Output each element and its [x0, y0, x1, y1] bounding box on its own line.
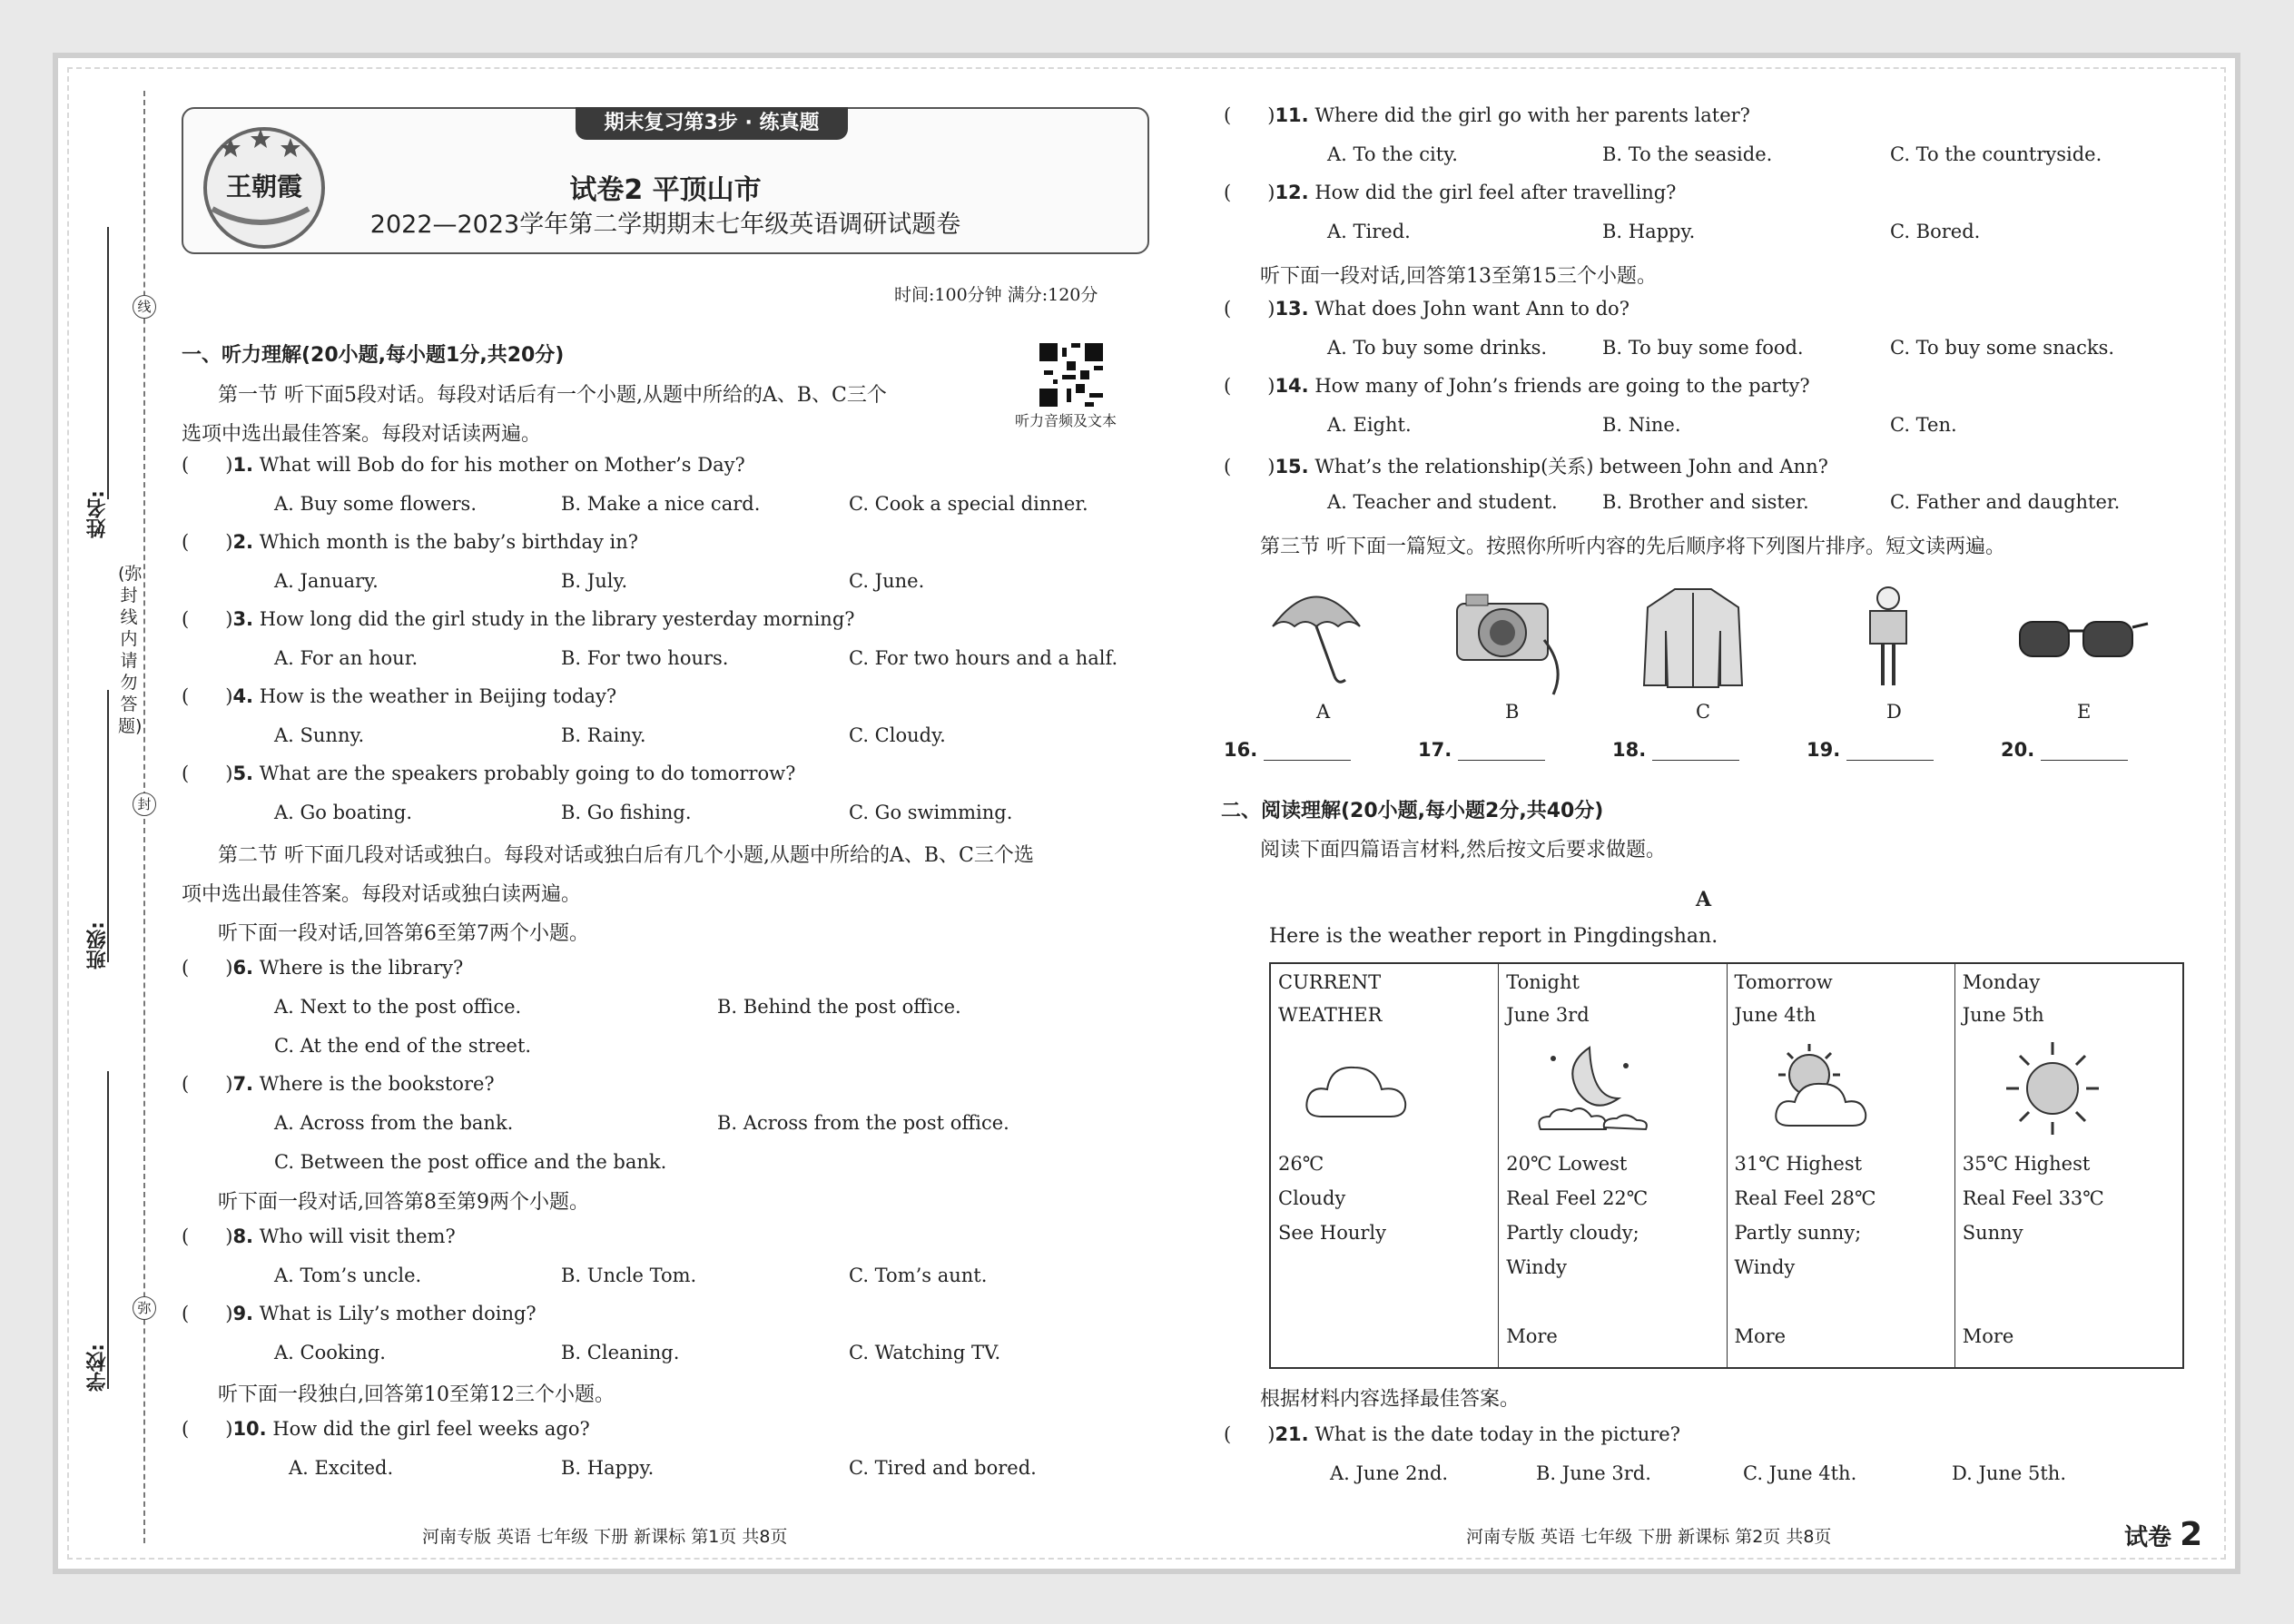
weather-line: Real Feel 28℃	[1734, 1187, 1876, 1209]
option-a: A. To buy some drinks.	[1327, 337, 1548, 359]
circle-line-mark: 线	[133, 295, 156, 319]
option-c: C. Tired and bored.	[849, 1457, 1037, 1479]
time-info: 时间:100分钟 满分:120分	[894, 285, 1098, 305]
answer-bracket[interactable]: ( )	[182, 957, 233, 979]
question-number: 11.	[1275, 104, 1309, 126]
answer-bracket[interactable]: ( )	[1224, 375, 1275, 397]
question-13	[1224, 298, 1629, 320]
picture-label: C	[1696, 701, 1711, 723]
question-number: 21.	[1275, 1423, 1309, 1445]
weather-col-current	[1271, 964, 1499, 1367]
weather-line: Cloudy	[1278, 1187, 1346, 1209]
question-9	[182, 1303, 537, 1324]
blank-line[interactable]	[2041, 740, 2128, 761]
blank-number: 19.	[1807, 739, 1841, 761]
question-text: What are the speakers probably going to do tomorrow?	[259, 763, 796, 784]
question-text: How did the girl feel after travelling?	[1314, 182, 1677, 203]
option-c: C. Cook a special dinner.	[849, 493, 1088, 515]
badge-number: 2	[2180, 1516, 2203, 1553]
blank-number: 18.	[1612, 739, 1647, 761]
paper-badge	[2124, 1516, 2202, 1553]
reading-intro: 阅读下面四篇语言材料,然后按文后要求做题。	[1260, 839, 1666, 861]
sun-cloud-icon	[1767, 1042, 1876, 1133]
question-text: What will Bob do for his mother on Mother’s Day?	[259, 454, 745, 476]
passage-letter: A	[1696, 888, 1712, 911]
answer-bracket[interactable]: ( )	[182, 608, 233, 630]
question-text: Which month is the baby’s birthday in?	[259, 531, 639, 553]
question-11	[1224, 104, 1750, 126]
question-8	[182, 1225, 456, 1247]
question-text: How many of John’s friends are going to the party?	[1314, 375, 1810, 397]
option-c: C. Tom’s aunt.	[849, 1265, 988, 1286]
option-b: B. Cleaning.	[561, 1342, 680, 1363]
question-text: Who will visit them?	[259, 1225, 456, 1247]
question-3	[182, 608, 855, 630]
name-line	[107, 227, 109, 499]
answer-bracket[interactable]: ( )	[182, 1225, 233, 1247]
circle-seal-mark: 封	[133, 792, 156, 816]
option-c: C. Bored.	[1890, 221, 1981, 242]
choose-instruction: 根据材料内容选择最佳答案。	[1260, 1388, 1521, 1411]
weather-line: Sunny	[1962, 1222, 2023, 1244]
moon-cloud-icon	[1535, 1038, 1653, 1138]
option-b: B. For two hours.	[561, 647, 729, 669]
answer-blank-18[interactable]	[1612, 739, 1739, 761]
qr-caption: 听力音频及文本	[1015, 412, 1117, 429]
answer-bracket[interactable]: ( )	[1224, 182, 1275, 203]
question-number: 1.	[232, 454, 254, 476]
weather-head: Tonight	[1506, 971, 1580, 993]
dialog-13-15-instruction: 听下面一段对话,回答第13至第15三个小题。	[1260, 265, 1657, 288]
weather-col-tonight	[1499, 964, 1727, 1367]
question-7	[182, 1073, 495, 1095]
weather-head: Tomorrow	[1734, 971, 1833, 993]
question-text: How long did the girl study in the library yesterday morning?	[259, 608, 855, 630]
option-b: B. Rainy.	[561, 724, 646, 746]
weather-line: Partly cloudy;	[1506, 1222, 1639, 1244]
question-text: Where did the girl go with her parents later?	[1314, 104, 1750, 126]
school-label: 学校:	[86, 1343, 109, 1392]
option-b: B. Go fishing.	[561, 802, 692, 823]
question-text: What is Lily’s mother doing?	[259, 1303, 537, 1324]
question-number: 8.	[232, 1225, 254, 1247]
answer-bracket[interactable]: ( )	[182, 531, 233, 553]
question-number: 4.	[232, 685, 254, 707]
picture-row	[1262, 586, 2188, 704]
question-number: 6.	[232, 957, 254, 979]
weather-col-monday	[1955, 964, 2182, 1367]
question-4	[182, 685, 616, 707]
option-b: B. Behind the post office.	[717, 996, 961, 1018]
answer-bracket[interactable]: ( )	[1224, 298, 1275, 320]
option-c: C. To buy some snacks.	[1890, 337, 2115, 359]
option-d: D. June 5th.	[1952, 1462, 2067, 1484]
see-hourly-link[interactable]: See Hourly	[1278, 1222, 1387, 1244]
picture-label: D	[1886, 701, 1902, 723]
weather-head: Monday	[1962, 971, 2041, 993]
weather-head: June 3rd	[1506, 1004, 1590, 1026]
name-label: 姓名:	[86, 490, 109, 538]
footer-right: 河南专版 英语 七年级 下册 新课标 第2页 共8页	[1466, 1527, 1832, 1547]
question-number: 2.	[232, 531, 254, 553]
weather-head: WEATHER	[1278, 1004, 1383, 1026]
weather-report-intro: Here is the weather report in Pingdingshan.	[1269, 925, 1718, 948]
blank-line[interactable]	[1264, 740, 1351, 761]
option-a: A. June 2nd.	[1330, 1462, 1449, 1484]
option-c: C. At the end of the street.	[274, 1035, 532, 1057]
option-a: A. For an hour.	[274, 647, 418, 669]
question-number: 14.	[1275, 375, 1309, 397]
question-number: 13.	[1275, 298, 1309, 320]
answer-bracket[interactable]: ( )	[1224, 104, 1275, 126]
question-text: Where is the library?	[259, 957, 464, 979]
picture-label: E	[2077, 701, 2092, 723]
question-text: How did the girl feel weeks ago?	[272, 1418, 590, 1440]
more-link[interactable]: More	[1734, 1325, 1787, 1347]
option-a: A. Sunny.	[274, 724, 365, 746]
option-b: B. June 3rd.	[1536, 1462, 1651, 1484]
question-5	[182, 763, 795, 784]
weather-line: 20℃ Lowest	[1506, 1153, 1628, 1175]
class-label: 班级:	[86, 921, 109, 969]
margin-note: (弥封线内请勿答题)	[118, 564, 143, 736]
sun-icon	[2003, 1038, 2102, 1138]
option-a: A. Buy some flowers.	[274, 493, 477, 515]
option-c: C. June 4th.	[1743, 1462, 1857, 1484]
qr-code-icon[interactable]	[1039, 343, 1103, 407]
question-6	[182, 957, 463, 979]
exam-title: 试卷2 平顶山市	[569, 174, 762, 206]
answer-blank-16[interactable]	[1224, 739, 1351, 761]
jacket-icon	[1644, 589, 1742, 687]
camera-icon	[1457, 595, 1558, 694]
girl-reading-icon	[1870, 587, 1906, 685]
answer-bracket[interactable]: ( )	[182, 1303, 233, 1324]
exam-subtitle: 2022—2023学年第二学期期末七年级英语调研试题卷	[369, 211, 961, 239]
option-c: C. Ten.	[1890, 414, 1957, 436]
part1-instruction-a: 第一节 听下面5段对话。每段对话后有一个小题,从题中所给的A、B、C三个	[218, 384, 887, 407]
question-number: 7.	[232, 1073, 254, 1095]
umbrella-icon	[1273, 597, 1360, 683]
picture-label: A	[1316, 701, 1331, 723]
question-text: Where is the bookstore?	[259, 1073, 495, 1095]
answer-bracket[interactable]: ( )	[182, 685, 233, 707]
weather-head: CURRENT	[1278, 971, 1382, 993]
option-a: A. Go boating.	[274, 802, 413, 823]
exam-header	[182, 107, 1149, 254]
option-a: A. Tom’s uncle.	[274, 1265, 422, 1286]
option-c: C. Watching TV.	[849, 1342, 1001, 1363]
question-number: 9.	[232, 1303, 254, 1324]
weather-table	[1269, 962, 2184, 1369]
question-number: 15.	[1275, 456, 1309, 477]
option-a: A. To the city.	[1327, 143, 1458, 165]
option-c: C. Father and daughter.	[1890, 491, 2121, 513]
question-text: What’s the relationship(关系) between John and Ann?	[1314, 456, 1828, 477]
answer-bracket[interactable]: ( )	[1224, 1423, 1275, 1445]
answer-bracket[interactable]: ( )	[1224, 456, 1275, 477]
option-b: B. To buy some food.	[1602, 337, 1804, 359]
blank-number: 20.	[2001, 739, 2035, 761]
weather-line: 35℃ Highest	[1962, 1153, 2091, 1175]
part2-instruction-a: 第二节 听下面几段对话或独白。每段对话或独白后有几个小题,从题中所给的A、B、C三个选	[218, 844, 1034, 867]
question-text: What is the date today in the picture?	[1314, 1423, 1680, 1445]
option-b: B. Nine.	[1602, 414, 1681, 436]
weather-line: Windy	[1506, 1256, 1568, 1278]
option-a: A. Teacher and student.	[1327, 491, 1558, 513]
weather-line: Partly sunny;	[1734, 1222, 1862, 1244]
option-c: C. To the countryside.	[1890, 143, 2102, 165]
dialog-10-12-instruction: 听下面一段独白,回答第10至第12三个小题。	[218, 1383, 615, 1406]
option-c: C. For two hours and a half.	[849, 647, 1118, 669]
option-c: C. Go swimming.	[849, 802, 1013, 823]
weather-line: Real Feel 22℃	[1506, 1187, 1649, 1209]
question-14	[1224, 375, 1810, 397]
option-a: A. Eight.	[1327, 414, 1412, 436]
more-link[interactable]: More	[1506, 1325, 1558, 1347]
option-c: C. Between the post office and the bank.	[274, 1151, 667, 1173]
question-number: 3.	[232, 608, 254, 630]
blank-line[interactable]	[1846, 740, 1934, 761]
option-a: A. Tired.	[1327, 221, 1411, 242]
picture-label: B	[1505, 701, 1520, 723]
option-b: B. Happy.	[561, 1457, 655, 1479]
question-number: 10.	[232, 1418, 267, 1440]
answer-blank-17[interactable]	[1418, 739, 1545, 761]
footer-left: 河南专版 英语 七年级 下册 新课标 第1页 共8页	[422, 1527, 788, 1547]
option-a: A. January.	[274, 570, 379, 592]
weather-line: Real Feel 33℃	[1962, 1187, 2104, 1209]
answer-blank-20[interactable]	[2001, 739, 2128, 761]
option-b: B. July.	[561, 570, 628, 592]
cloud-icon	[1304, 1053, 1413, 1126]
answer-bracket[interactable]: ( )	[182, 1418, 233, 1440]
question-21	[1224, 1423, 1680, 1445]
dialog-8-9-instruction: 听下面一段对话,回答第8至第9两个小题。	[218, 1191, 589, 1214]
part2-instruction-b: 项中选出最佳答案。每段对话或独白读两遍。	[182, 883, 582, 906]
weather-head: June 4th	[1734, 1004, 1816, 1026]
question-12	[1224, 182, 1676, 203]
option-b: B. Uncle Tom.	[561, 1265, 697, 1286]
part3-instruction: 第三节 听下面一篇短文。按照你所听内容的先后顺序将下列图片排序。短文读两遍。	[1260, 536, 2005, 558]
option-c: C. Cloudy.	[849, 724, 946, 746]
option-a: A. Across from the bank.	[274, 1112, 514, 1134]
weather-line: 26℃	[1278, 1153, 1324, 1175]
question-10	[182, 1418, 590, 1440]
answer-bracket[interactable]: ( )	[182, 454, 233, 476]
review-step-banner: 期末复习第3步 · 练真题	[576, 107, 848, 140]
weather-line: Windy	[1734, 1256, 1796, 1278]
section1-heading: 一、听力理解(20小题,每小题1分,共20分)	[182, 344, 565, 367]
dialog-6-7-instruction: 听下面一段对话,回答第6至第7两个小题。	[218, 922, 589, 945]
answer-blank-19[interactable]	[1807, 739, 1934, 761]
option-a: A. Cooking.	[274, 1342, 386, 1363]
question-number: 5.	[232, 763, 254, 784]
option-b: B. Make a nice card.	[561, 493, 761, 515]
answer-bracket[interactable]: ( )	[182, 763, 233, 784]
blank-line[interactable]	[1458, 740, 1545, 761]
school-line	[107, 1071, 109, 1389]
part1-instruction-b: 选项中选出最佳答案。每段对话读两遍。	[182, 423, 542, 446]
question-15	[1224, 452, 1828, 479]
option-b: B. Brother and sister.	[1602, 491, 1809, 513]
blank-number: 17.	[1418, 739, 1452, 761]
option-a: A. Excited.	[289, 1457, 394, 1479]
logo-text: 王朝霞	[225, 172, 302, 202]
option-a: A. Next to the post office.	[274, 996, 522, 1018]
sunglasses-icon	[2020, 622, 2148, 656]
question-number: 12.	[1275, 182, 1309, 203]
option-c: C. June.	[849, 570, 925, 592]
blank-line[interactable]	[1652, 740, 1739, 761]
weather-col-tomorrow	[1728, 964, 1955, 1367]
question-text: How is the weather in Beijing today?	[259, 685, 617, 707]
blank-number: 16.	[1224, 739, 1258, 761]
question-text: What does John want Ann to do?	[1314, 298, 1629, 320]
question-2	[182, 531, 638, 553]
circle-bind-mark: 弥	[133, 1296, 156, 1320]
weather-line: 31℃ Highest	[1734, 1153, 1863, 1175]
option-b: B. To the seaside.	[1602, 143, 1773, 165]
more-link[interactable]: More	[1962, 1325, 2014, 1347]
option-b: B. Happy.	[1602, 221, 1696, 242]
answer-bracket[interactable]: ( )	[182, 1073, 233, 1095]
question-1	[182, 454, 745, 476]
option-b: B. Across from the post office.	[717, 1112, 1009, 1134]
weather-head: June 5th	[1962, 1004, 2044, 1026]
section2-heading: 二、阅读理解(20小题,每小题2分,共40分)	[1221, 800, 1604, 822]
badge-word: 试卷	[2124, 1524, 2172, 1551]
